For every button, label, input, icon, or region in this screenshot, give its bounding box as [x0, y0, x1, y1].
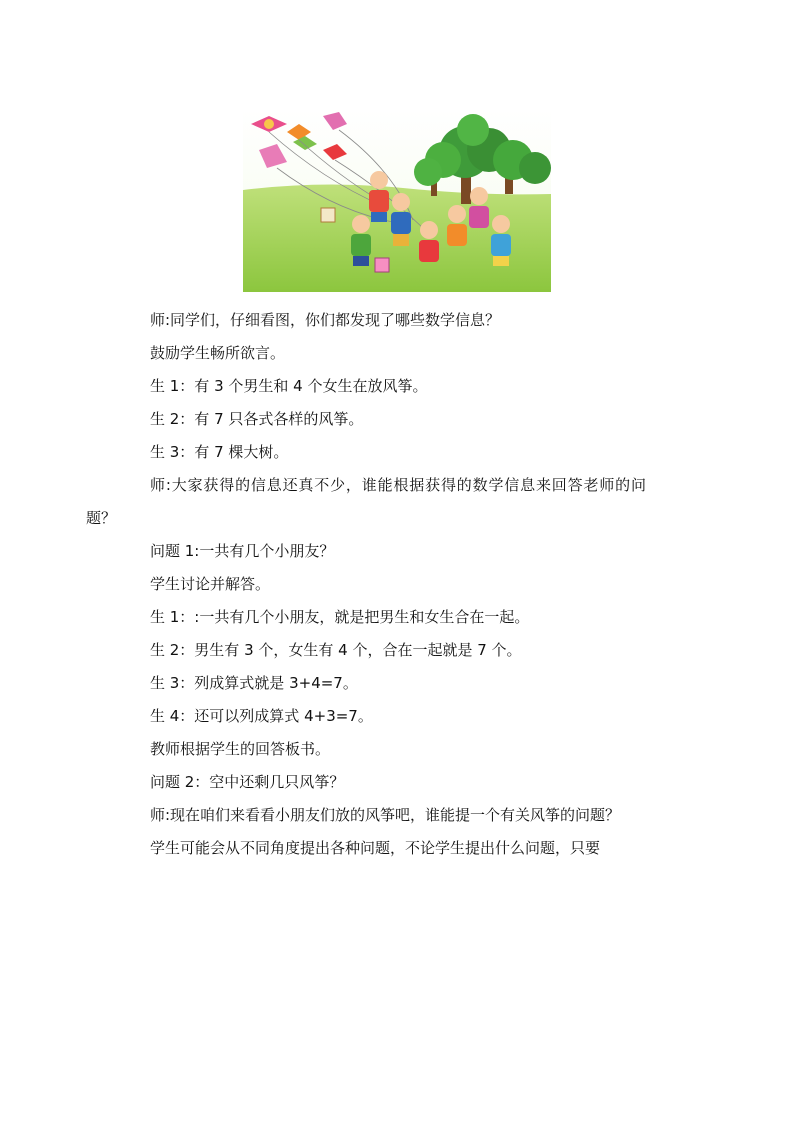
paragraph: 生 4：还可以列成算式 4+3=7。 — [150, 707, 373, 725]
paragraph: 问题 1:一共有几个小朋友？ — [150, 542, 335, 560]
paragraph: 师:大家获得的信息还真不少，谁能根据获得的数学信息来回答老师的问题？ — [86, 476, 646, 527]
kite-flying-illustration — [243, 110, 551, 292]
paragraph: 生 3：有 7 棵大树。 — [150, 443, 289, 461]
paragraph: 学生讨论并解答。 — [150, 575, 271, 593]
paragraph: 生 3：列成算式就是 3+4=7。 — [150, 674, 358, 692]
paragraph: 师:现在咱们来看看小朋友们放的风筝吧，谁能提一个有关风筝的问题？ — [150, 806, 621, 824]
paragraph: 教师根据学生的回答板书。 — [150, 740, 331, 758]
paragraph: 生 1：:一共有几个小朋友，就是把男生和女生合在一起。 — [150, 608, 530, 626]
paragraph: 生 2：有 7 只各式各样的风筝。 — [150, 410, 364, 428]
lesson-text — [86, 304, 678, 865]
paragraph: 师:同学们，仔细看图，你们都发现了哪些数学信息？ — [150, 311, 501, 329]
paragraph: 问题 2：空中还剩几只风筝？ — [150, 773, 345, 791]
paragraph: 学生可能会从不同角度提出各种问题，不论学生提出什么问题，只要 — [150, 839, 601, 857]
paragraph: 生 2：男生有 3 个，女生有 4 个，合在一起就是 7 个。 — [150, 641, 522, 659]
paragraph: 鼓励学生畅所欲言。 — [150, 344, 286, 362]
paragraph: 生 1：有 3 个男生和 4 个女生在放风筝。 — [150, 377, 428, 395]
